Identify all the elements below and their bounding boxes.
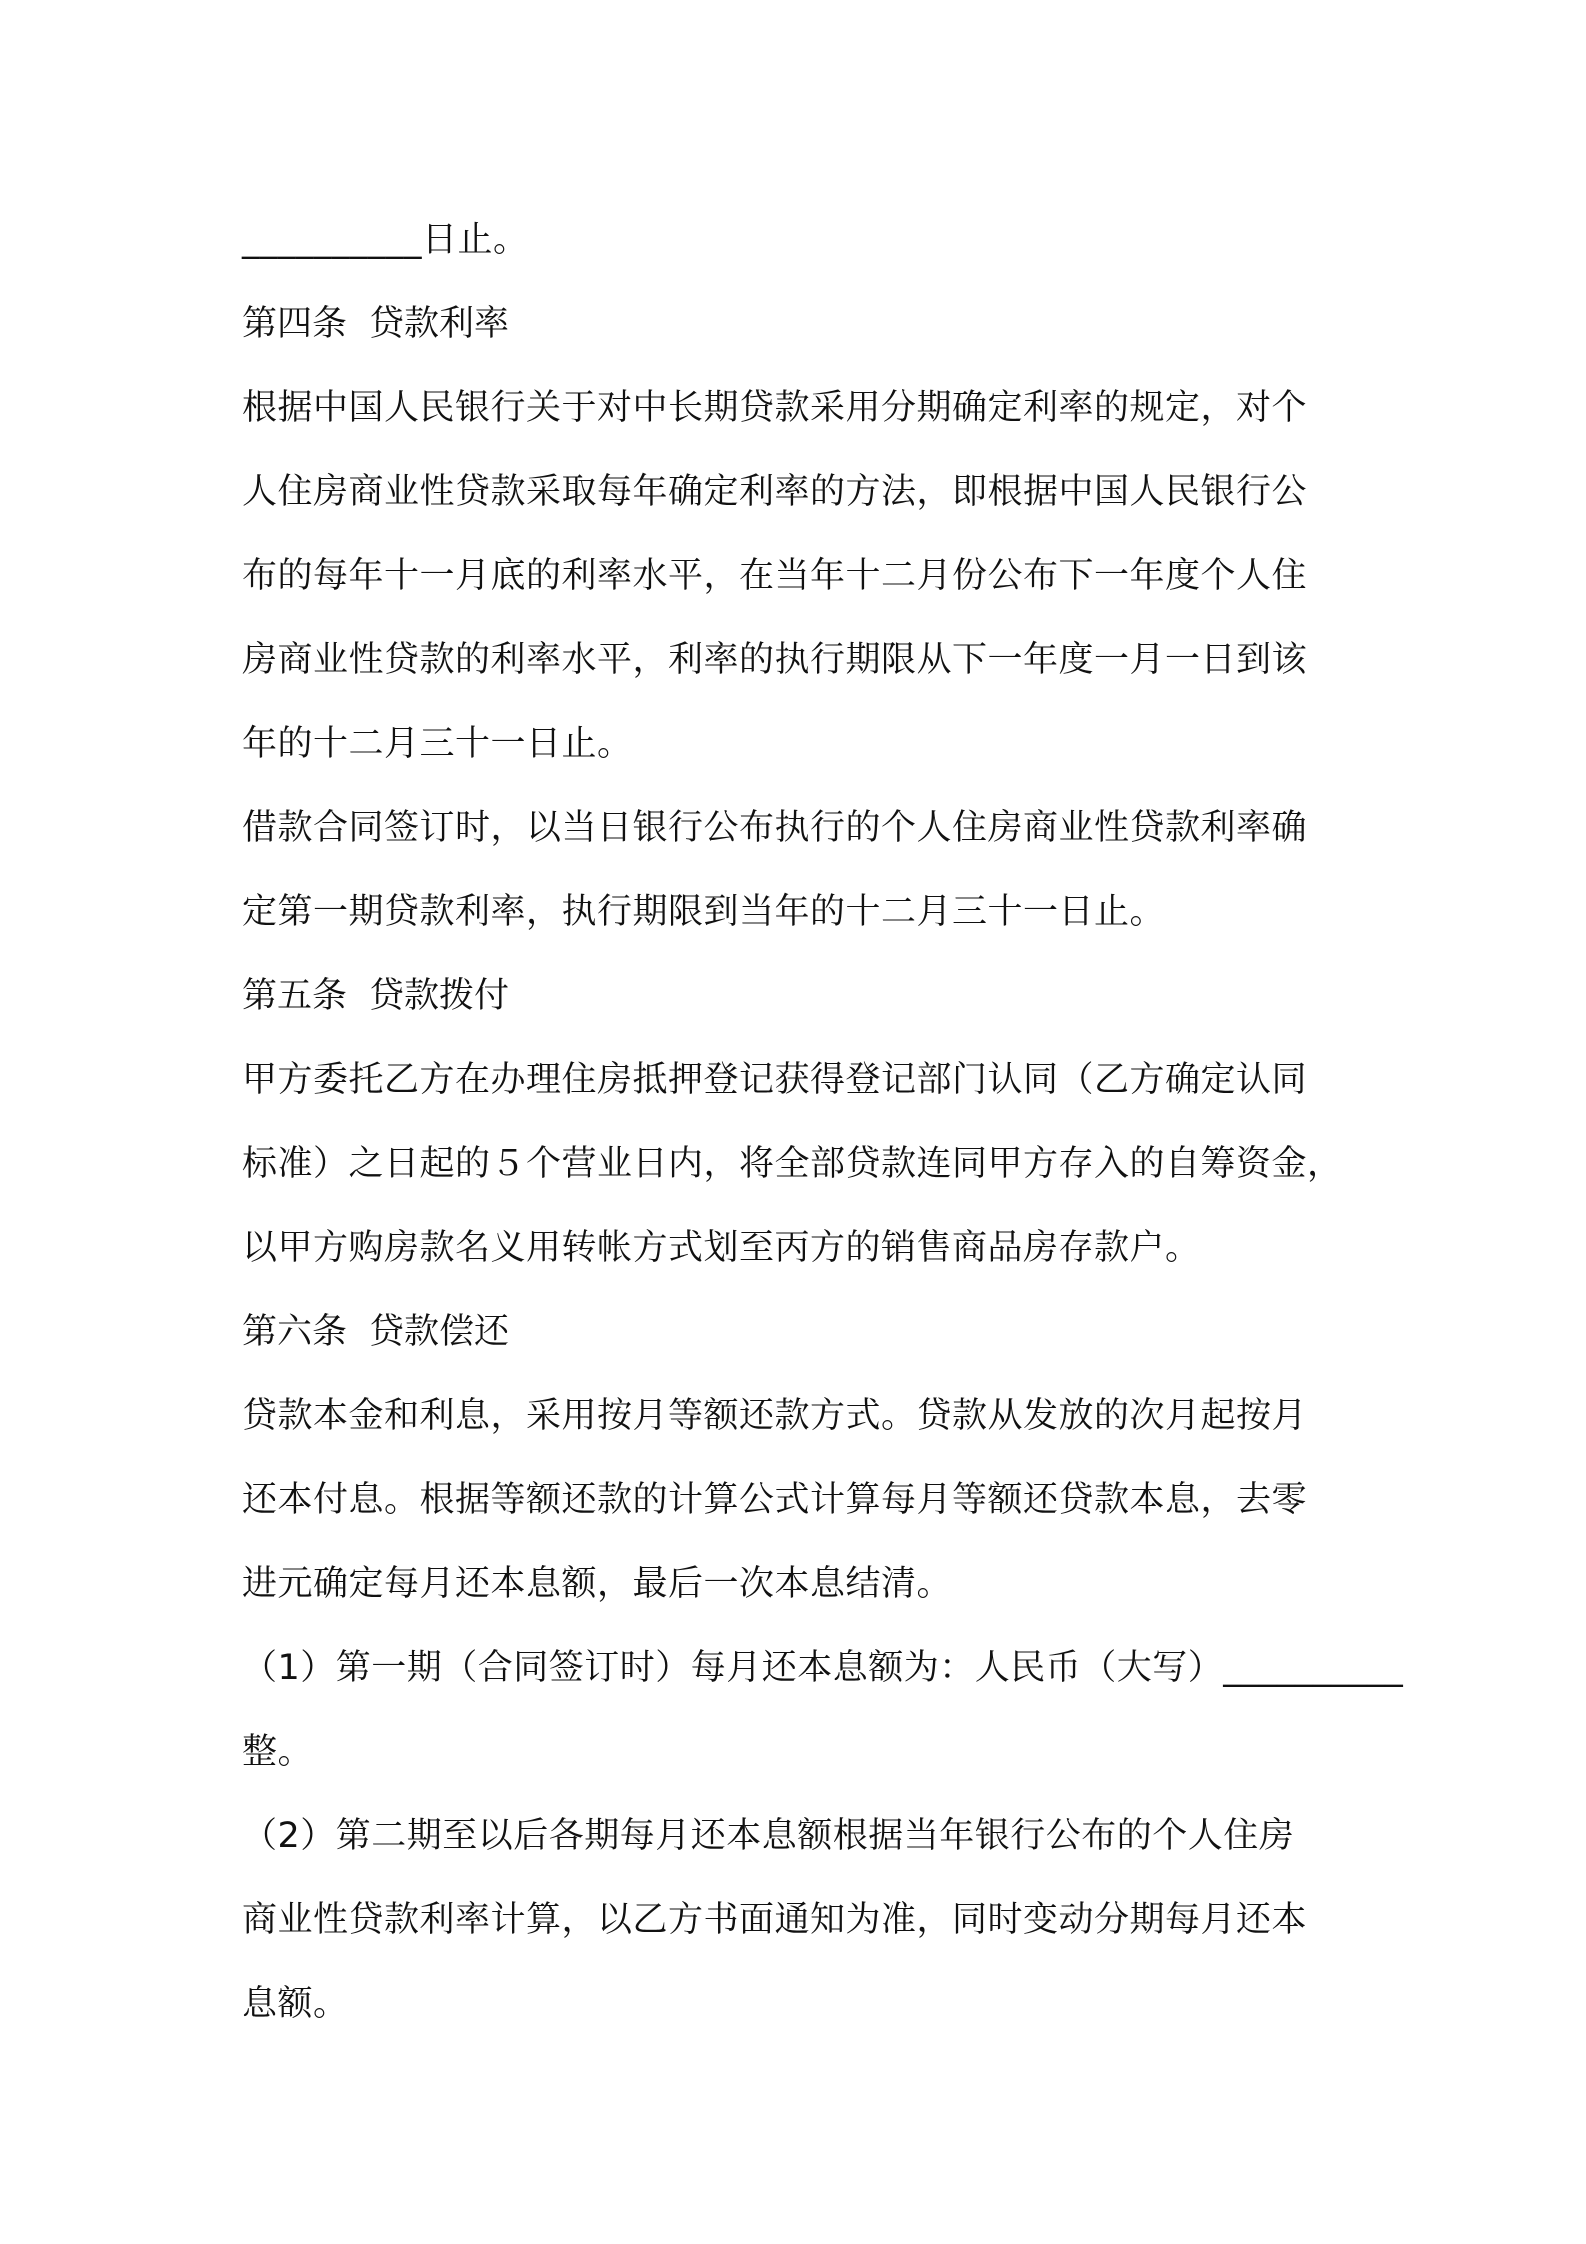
text-line: 房商业性贷款的利率水平，利率的执行期限从下一年度一月一日到该: [242, 640, 1308, 680]
continued-date-line: __________日止。: [242, 220, 529, 260]
article-6-item-2: [242, 1794, 1352, 2046]
article-6-heading: [242, 1290, 1352, 1374]
article-6-paragraph-1: [242, 1374, 1352, 1626]
article-4-heading: [242, 282, 1352, 366]
text-line: 借款合同签订时，以当日银行公布执行的个人住房商业性贷款利率确: [242, 808, 1308, 848]
text-line: 以甲方购房款名义用转帐方式划至丙方的销售商品房存款户。: [242, 1228, 1201, 1268]
text-line: 甲方委托乙方在办理住房抵押登记获得登记部门认同（乙方确定认同: [242, 1060, 1308, 1100]
article-5-heading: [242, 954, 1352, 1038]
text-line: 整。: [242, 1732, 314, 1772]
article-4-title: 贷款利率: [369, 304, 510, 344]
text-line: 人住房商业性贷款采取每年确定利率的方法，即根据中国人民银行公: [242, 472, 1308, 512]
article-5-title: 贷款拨付: [369, 976, 510, 1016]
article-4-paragraph-2: [242, 786, 1352, 954]
text-line: 息额。: [242, 1984, 349, 2024]
text-line: 年的十二月三十一日止。: [242, 724, 633, 764]
text-line: 贷款本金和利息，采用按月等额还款方式。贷款从发放的次月起按月: [242, 1396, 1308, 1436]
text-line: 布的每年十一月底的利率水平，在当年十二月份公布下一年度个人住: [242, 556, 1308, 596]
article-4-number: 第四条: [242, 304, 348, 344]
article-6-item-1: [242, 1626, 1404, 1794]
article-5-number: 第五条: [242, 976, 348, 1016]
text-line: 根据中国人民银行关于对中长期贷款采用分期确定利率的规定，对个: [242, 388, 1308, 428]
article-4-paragraph-1: [242, 366, 1352, 786]
text-line: 定第一期贷款利率，执行期限到当年的十二月三十一日止。: [242, 892, 1166, 932]
article-6-number: 第六条: [242, 1312, 348, 1352]
document-body: [242, 198, 1404, 2046]
text-line: （2）第二期至以后各期每月还本息额根据当年银行公布的个人住房: [242, 1816, 1295, 1856]
text-line: 进元确定每月还本息额，最后一次本息结清。: [242, 1564, 953, 1604]
text-line: （1）第一期（合同签订时）每月还本息额为：人民币（大写）__________: [242, 1648, 1404, 1688]
article-6-title: 贷款偿还: [369, 1312, 510, 1352]
text-line: 还本付息。根据等额还款的计算公式计算每月等额还贷款本息，去零: [242, 1480, 1308, 1520]
text-line: 标准）之日起的５个营业日内，将全部贷款连同甲方存入的自筹资金，: [242, 1144, 1343, 1184]
text-line: 商业性贷款利率计算，以乙方书面通知为准，同时变动分期每月还本: [242, 1900, 1308, 1940]
article-5-paragraph-1: [242, 1038, 1352, 1290]
